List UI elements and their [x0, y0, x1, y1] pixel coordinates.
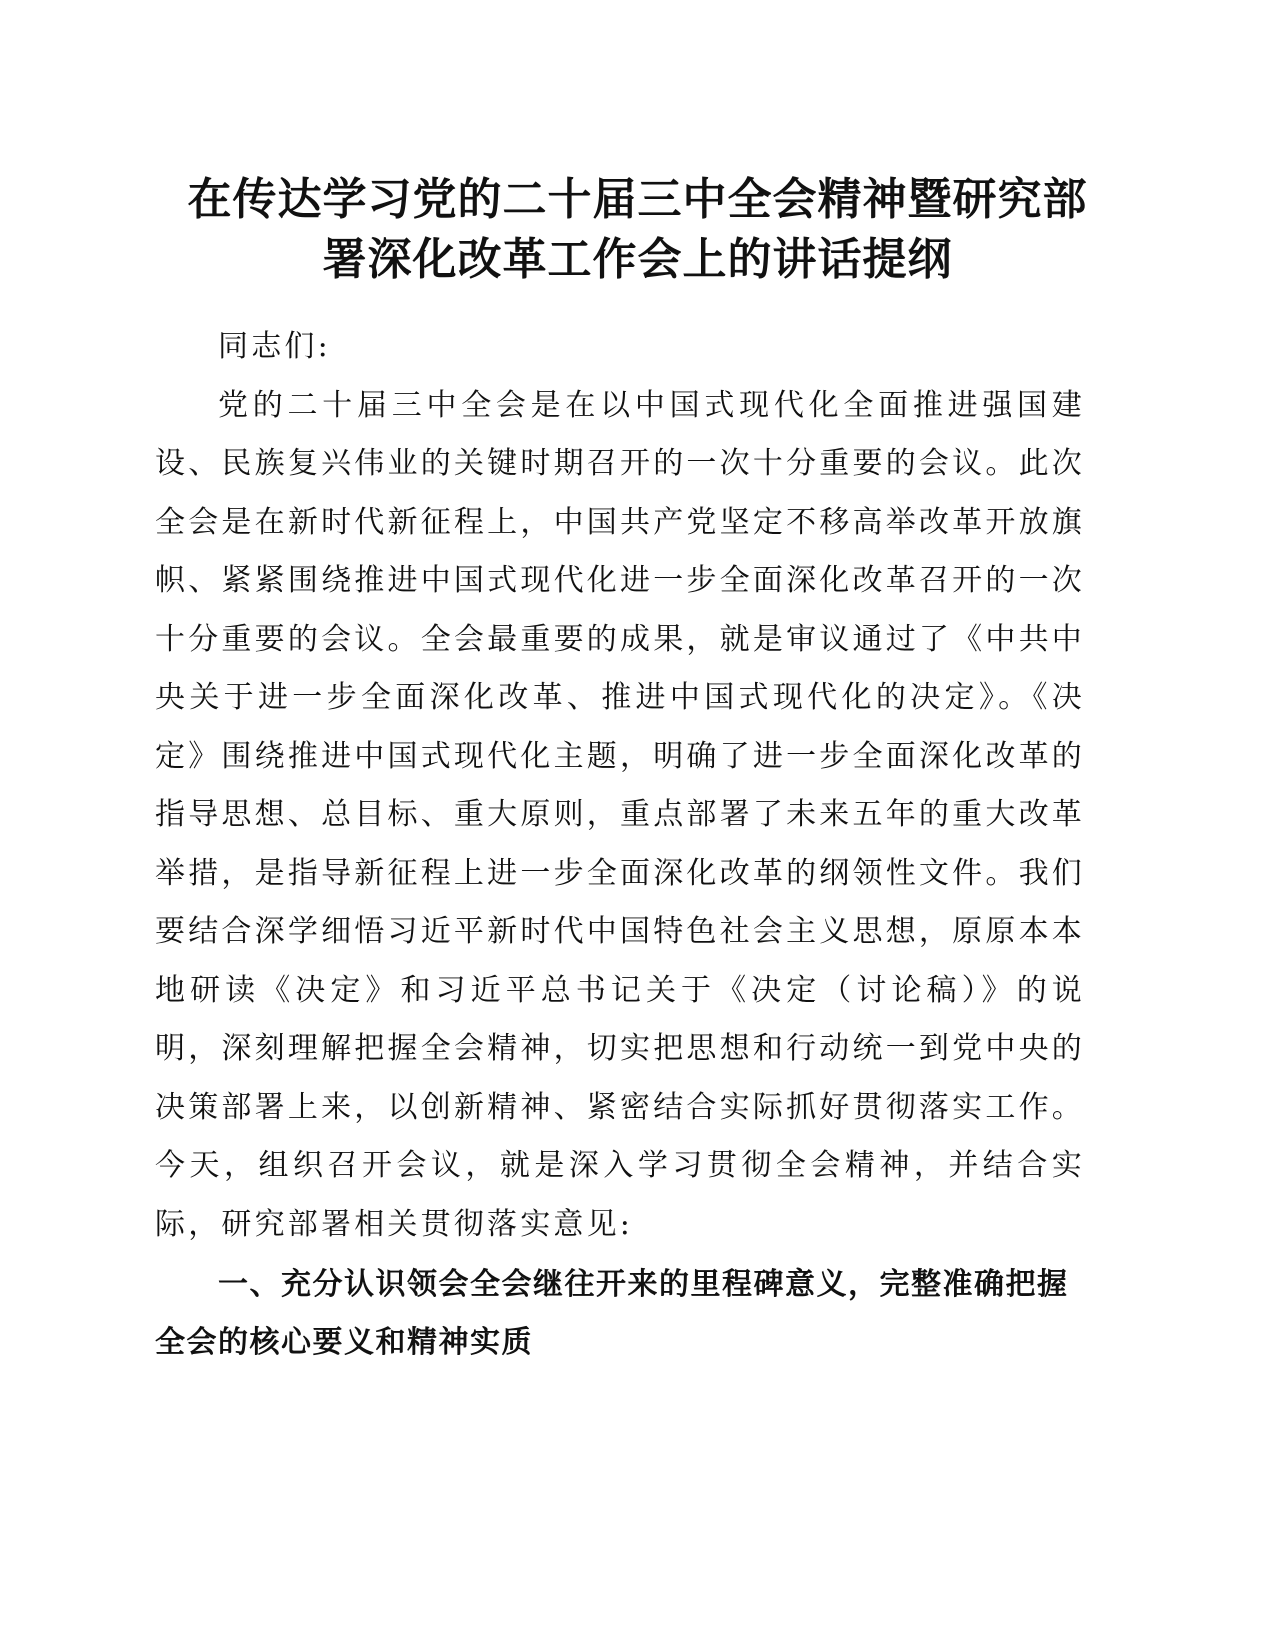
section-heading: 一、充分认识领会全会继往开来的里程碑意义，完整准确把握全会的核心要义和精神实质 [155, 1267, 1069, 1360]
body-paragraph: 党的二十届三中全会是在以中国式现代化全面推进强国建设、民族复兴伟业的关键时期召开的一次十分重要的会议。此次全会是在新时代新征程上，中国共产党坚定不移高举改革开放旗帜、紧紧围绕推进中国式现代化进一步全面深化改革召开的一次十分重要的会议。全会最重要的成果，就是审议通过了《中共中央关于进一步全面深化改革、推进中国式现代化的决定》。《决定》围绕推进中国式现代化主题，明确了进一步全面深化改革的指导思想、总目标、重大原则，重点部署了未来五年的重大改革举措，是指导新征程上进一步全面深化改革的纲领性文件。我们要结合深学细悟习近平新时代中国特色社会主义思想，原原本本地研读《决定》和习近平总书记关于《决定（讨论稿）》的说明，深刻理解把握全会精神，切实把思想和行动统一到党中央的决策部署上来，以创新精神、紧密结合实际抓好贯彻落实工作。今天，组织召开会议，就是深入学习贯彻全会精神，并结合实际，研究部署相关贯彻落实意见: [155, 387, 1085, 1242]
document-title [150, 170, 1125, 290]
title-line-1: 在传达学习党的二十届三中全会精神暨研究部 [187, 174, 1088, 225]
title-line-2: 署深化改革工作会上的讲话提纲 [322, 234, 953, 285]
document-body [155, 318, 1085, 1372]
salutation: 同志们: [218, 329, 331, 364]
